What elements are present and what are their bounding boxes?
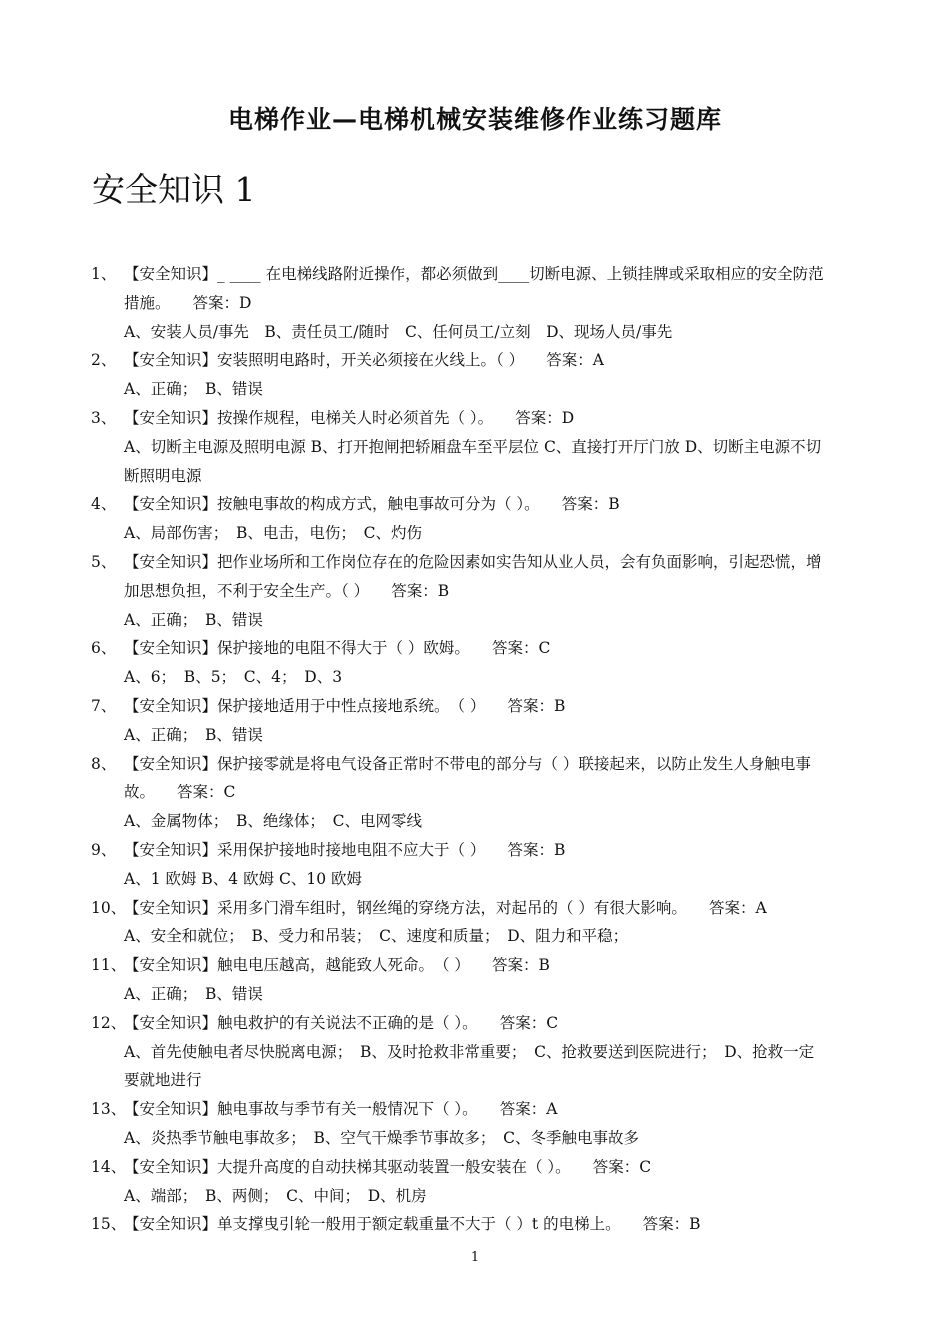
question-options: A、端部； B、两侧； C、中间； D、机房 <box>124 1186 427 1205</box>
answer-label: 答案：B <box>391 581 450 600</box>
question-item <box>0 894 950 952</box>
answer-label: 答案：C <box>177 783 236 802</box>
question-item <box>0 951 950 1009</box>
answer-label: 答案：A <box>708 898 767 917</box>
question-item <box>0 836 950 894</box>
question-options: A、正确； B、错误 <box>124 725 263 744</box>
answer-label: 答案：C <box>499 1013 559 1032</box>
question-text: 【安全知识】采用多门滑车组时，钢丝绳的穿绕方法，对起吊的（ ）有很大影响。 <box>124 898 687 917</box>
answer-label: 答案：D <box>515 408 575 427</box>
question-options: A、局部伤害； B、电击，电伤； C、灼伤 <box>124 524 422 543</box>
question-text: 【安全知识】按操作规程，电梯关人时必须首先（ ）。 <box>124 408 494 427</box>
question-item <box>0 260 950 346</box>
question-number: 14、 <box>91 1157 127 1176</box>
question-options: A、金属物体； B、绝缘体； C、电网零线 <box>124 812 422 831</box>
question-stem-row <box>0 404 950 433</box>
question-stem-row <box>0 750 950 808</box>
question-number: 10、 <box>91 898 127 917</box>
question-number: 6、 <box>91 639 117 658</box>
question-item <box>0 750 950 836</box>
question-item <box>0 346 950 404</box>
question-options: A、6； B、5； C、4； D、3 <box>124 668 343 687</box>
question-item <box>0 1095 950 1153</box>
section-heading: 安全知识 1 <box>92 170 256 209</box>
question-options: A、炎热季节触电事故多； B、空气干燥季节事故多； C、冬季触电事故多 <box>124 1128 639 1147</box>
question-text: 【安全知识】_ ____ 在电梯线路附近操作，都必须做到____切断电源、上锁挂牌或采取相应的安全防范措施。 <box>124 265 824 312</box>
answer-label: 答案：C <box>592 1157 652 1176</box>
question-stem-row <box>0 951 950 980</box>
question-number: 4、 <box>91 495 117 514</box>
question-text: 【安全知识】单支撑曳引轮一般用于额定载重量不大于（ ）t 的电梯上。 <box>124 1215 621 1234</box>
answer-label: 答案：B <box>561 495 620 514</box>
question-stem-row <box>0 894 950 923</box>
question-item <box>0 634 950 692</box>
answer-label: 答案：B <box>507 696 566 715</box>
question-text: 【安全知识】大提升高度的自动扶梯其驱动装置一般安装在（ ）。 <box>124 1157 571 1176</box>
question-stem-row <box>0 1153 950 1182</box>
question-stem-row <box>0 260 950 318</box>
question-item <box>0 1153 950 1211</box>
question-text: 【安全知识】保护接零就是将电气设备正常时不带电的部分与（ ）联接起来，以防止发生人身触电事故。 <box>124 754 811 802</box>
question-stem-row <box>0 634 950 663</box>
question-item <box>0 548 950 634</box>
question-number: 7、 <box>91 696 117 715</box>
question-options: A、切断主电源及照明电源 B、打开抱闸把轿厢盘车至平层位 C、直接打开厅门放 D、切断主电源不切断照明电源 <box>124 437 822 485</box>
question-stem-row <box>0 692 950 721</box>
question-stem-row <box>0 490 950 519</box>
question-text: 【安全知识】安装照明电路时，开关必须接在火线上。（ ） <box>124 351 525 370</box>
question-text: 【安全知识】保护接地适用于中性点接地系统。 （ ） <box>124 696 486 715</box>
question-number: 3、 <box>91 408 117 427</box>
question-stem-row <box>0 548 950 606</box>
question-stem-row <box>0 1009 950 1038</box>
answer-label: 答案：B <box>642 1215 701 1234</box>
question-number: 8、 <box>91 754 117 773</box>
question-list <box>0 260 950 1239</box>
question-stem-row <box>0 1095 950 1124</box>
answer-label: 答案：D <box>192 293 252 312</box>
answer-label: 答案：B <box>491 956 550 975</box>
answer-label: 答案：C <box>491 639 551 658</box>
question-options: A、安全和就位； B、受力和吊装； C、速度和质量； D、阻力和平稳； <box>124 927 629 946</box>
question-item <box>0 490 950 548</box>
question-text: 【安全知识】触电救护的有关说法不正确的是（ ）。 <box>124 1013 478 1032</box>
question-number: 9、 <box>91 840 117 859</box>
question-options: A、正确； B、错误 <box>124 380 263 399</box>
answer-label: 答案：A <box>546 351 604 370</box>
question-number: 15、 <box>91 1215 127 1234</box>
document-title: 电梯作业—电梯机械安装维修作业练习题库 <box>227 105 722 134</box>
question-text: 【安全知识】触电事故与季节有关一般情况下（ ）。 <box>124 1100 478 1119</box>
question-options: A、正确； B、错误 <box>124 610 263 629</box>
question-number: 13、 <box>91 1100 127 1119</box>
question-item <box>0 1210 950 1239</box>
question-stem-row <box>0 836 950 865</box>
question-options: A、安装人员/事先 B、责任员工/随时 C、任何员工/立刻 D、现场人员/事先 <box>124 322 673 341</box>
page-number: 1 <box>470 1250 480 1265</box>
question-text: 【安全知识】把作业场所和工作岗位存在的危险因素如实告知从业人员，会有负面影响，引起恐慌，增加思想负担，不利于安全生产。（ ） <box>124 552 822 600</box>
question-stem-row <box>0 346 950 375</box>
question-item <box>0 1009 950 1095</box>
question-number: 2、 <box>91 351 117 370</box>
question-item <box>0 404 950 490</box>
answer-label: 答案：A <box>499 1100 558 1119</box>
question-number: 12、 <box>91 1013 127 1032</box>
question-text: 【安全知识】采用保护接地时接地电阻不应大于（ ） <box>124 840 486 859</box>
answer-label: 答案：B <box>507 840 566 859</box>
question-number: 5、 <box>91 552 117 571</box>
question-options: A、首先使触电者尽快脱离电源； B、及时抢救非常重要； C、抢救要送到医院进行； D、抢救一定要就地进行 <box>124 1042 815 1090</box>
question-item <box>0 692 950 750</box>
question-text: 【安全知识】触电电压越高，越能致人死命。 （ ） <box>124 956 470 975</box>
question-options: A、1 欧姆 B、4 欧姆 C、10 欧姆 <box>124 869 363 888</box>
question-text: 【安全知识】按触电事故的构成方式，触电事故可分为（ ）。 <box>124 495 540 514</box>
question-options: A、正确； B、错误 <box>124 984 263 1003</box>
question-number: 1、 <box>91 265 117 283</box>
question-number: 11、 <box>91 956 127 975</box>
question-text: 【安全知识】保护接地的电阻不得大于（ ）欧姆。 <box>124 639 470 658</box>
question-stem-row <box>0 1210 950 1239</box>
